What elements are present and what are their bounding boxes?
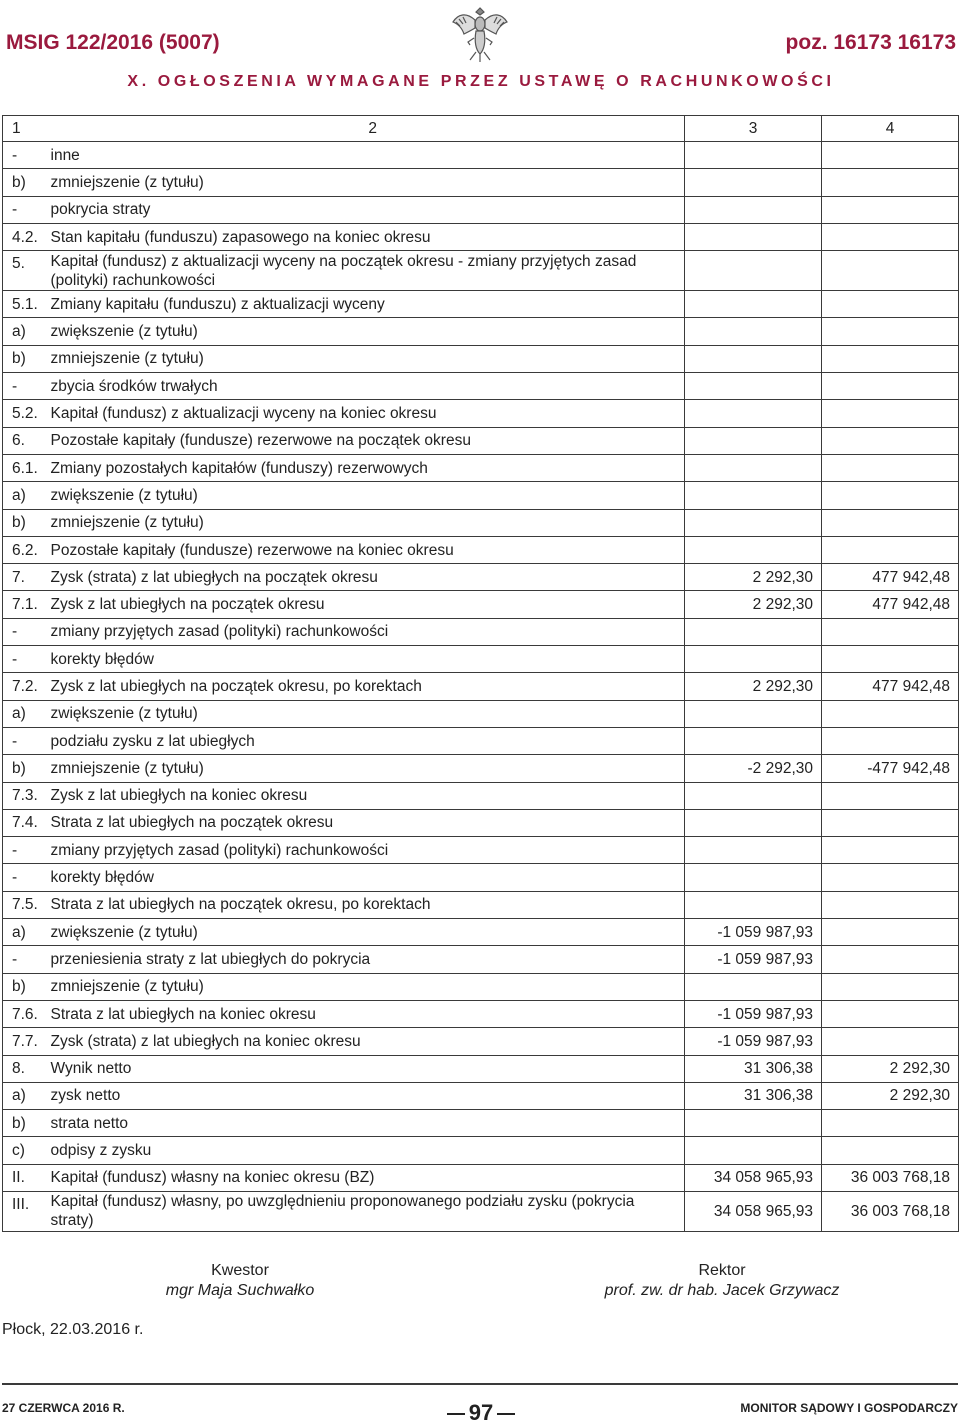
row-number: - xyxy=(3,837,51,864)
section-title: X. OGŁOSZENIA WYMAGANE PRZEZ USTAWĘ O RACHUNKOWOŚCI xyxy=(127,73,835,90)
value-col3 xyxy=(685,864,822,891)
value-col4: 477 942,48 xyxy=(822,564,959,591)
table-row xyxy=(3,1028,959,1055)
value-col4 xyxy=(822,223,959,250)
value-col3 xyxy=(685,1110,822,1137)
place-date: Płock, 22.03.2016 r. xyxy=(2,1321,144,1338)
row-number: 8. xyxy=(3,1055,51,1082)
value-col3 xyxy=(685,291,822,318)
value-col3 xyxy=(685,169,822,196)
row-label: Zysk (strata) z lat ubiegłych na koniec okresu xyxy=(51,1028,685,1055)
table-row xyxy=(3,973,959,1000)
value-col4 xyxy=(822,864,959,891)
column-number: 3 xyxy=(685,116,822,142)
table-row xyxy=(3,223,959,250)
row-number: a) xyxy=(3,482,51,509)
row-number: b) xyxy=(3,755,51,782)
row-number: c) xyxy=(3,1137,51,1164)
row-label: Wynik netto xyxy=(51,1055,685,1082)
value-col3 xyxy=(685,782,822,809)
signature-kwestor xyxy=(140,1261,340,1301)
value-col4 xyxy=(822,536,959,563)
table-row xyxy=(3,646,959,673)
value-col3 xyxy=(685,646,822,673)
row-number: 4.2. xyxy=(3,223,51,250)
row-number: b) xyxy=(3,1110,51,1137)
row-number: 6.1. xyxy=(3,454,51,481)
row-label: zmniejszenie (z tytułu) xyxy=(51,509,685,536)
row-number: 5.2. xyxy=(3,400,51,427)
table-row xyxy=(3,591,959,618)
value-col4 xyxy=(822,482,959,509)
row-number: 6.2. xyxy=(3,536,51,563)
table-row xyxy=(3,1082,959,1109)
row-number: 7. xyxy=(3,564,51,591)
value-col4 xyxy=(822,427,959,454)
row-label: podziału zysku z lat ubiegłych xyxy=(51,727,685,754)
table-row xyxy=(3,454,959,481)
table-row xyxy=(3,373,959,400)
row-number: 7.3. xyxy=(3,782,51,809)
row-number: a) xyxy=(3,700,51,727)
value-col4 xyxy=(822,318,959,345)
row-number: 7.6. xyxy=(3,1000,51,1027)
footer-date: 27 CZERWCA 2016 R. xyxy=(2,1401,125,1415)
row-number: - xyxy=(3,946,51,973)
value-col3: 2 292,30 xyxy=(685,591,822,618)
row-number: II. xyxy=(3,1164,51,1191)
value-col3 xyxy=(685,482,822,509)
value-col4 xyxy=(822,700,959,727)
table-row xyxy=(3,318,959,345)
value-col4 xyxy=(822,196,959,223)
page-dash xyxy=(497,1413,515,1415)
row-label: zwiększenie (z tytułu) xyxy=(51,700,685,727)
value-col3 xyxy=(685,973,822,1000)
table-row xyxy=(3,251,959,291)
position-number: poz. 16173 16173 xyxy=(785,31,956,54)
equity-changes-table xyxy=(2,115,959,1232)
value-col4 xyxy=(822,454,959,481)
value-col3: 34 058 965,93 xyxy=(685,1164,822,1191)
row-label: Zysk z lat ubiegłych na początek okresu, po korektach xyxy=(51,673,685,700)
page-number xyxy=(436,1400,526,1426)
value-col4 xyxy=(822,1137,959,1164)
value-col3 xyxy=(685,373,822,400)
table-row xyxy=(3,1137,959,1164)
table-row xyxy=(3,536,959,563)
value-col3 xyxy=(685,509,822,536)
row-label: Zmiany pozostałych kapitałów (funduszy) rezerwowych xyxy=(51,454,685,481)
value-col4 xyxy=(822,142,959,169)
row-label: Kapitał (fundusz) z aktualizacji wyceny na koniec okresu xyxy=(51,400,685,427)
value-col3 xyxy=(685,400,822,427)
value-col4 xyxy=(822,837,959,864)
column-number-row xyxy=(3,116,959,142)
table-row xyxy=(3,400,959,427)
value-col3 xyxy=(685,427,822,454)
row-label: zwiększenie (z tytułu) xyxy=(51,919,685,946)
value-col4 xyxy=(822,373,959,400)
row-label: zwiększenie (z tytułu) xyxy=(51,482,685,509)
row-number: - xyxy=(3,646,51,673)
row-label: zmiany przyjętych zasad (polityki) rachunkowości xyxy=(51,837,685,864)
row-label: zbycia środków trwałych xyxy=(51,373,685,400)
table-row xyxy=(3,809,959,836)
table-row xyxy=(3,564,959,591)
row-label: pokrycia straty xyxy=(51,196,685,223)
table-row xyxy=(3,345,959,372)
table-row xyxy=(3,618,959,645)
table-row xyxy=(3,1110,959,1137)
value-col3 xyxy=(685,454,822,481)
value-col4 xyxy=(822,291,959,318)
row-number: b) xyxy=(3,345,51,372)
table-row xyxy=(3,919,959,946)
table-row xyxy=(3,727,959,754)
signature-name: mgr Maja Suchwałko xyxy=(165,1282,315,1299)
issue-number: MSIG 122/2016 (5007) xyxy=(6,31,220,54)
row-label: Strata z lat ubiegłych na koniec okresu xyxy=(51,1000,685,1027)
value-col3 xyxy=(685,223,822,250)
value-col4: 36 003 768,18 xyxy=(822,1191,959,1231)
value-col3: -1 059 987,93 xyxy=(685,1028,822,1055)
row-number: b) xyxy=(3,169,51,196)
row-number: - xyxy=(3,618,51,645)
row-label: strata netto xyxy=(51,1110,685,1137)
value-col3 xyxy=(685,809,822,836)
column-number: 1 xyxy=(3,116,51,142)
value-col4 xyxy=(822,646,959,673)
value-col3 xyxy=(685,345,822,372)
table-row xyxy=(3,891,959,918)
value-col3: -1 059 987,93 xyxy=(685,919,822,946)
table-row xyxy=(3,1164,959,1191)
row-number: 7.5. xyxy=(3,891,51,918)
value-col3 xyxy=(685,618,822,645)
row-label: Kapitał (fundusz) własny, po uwzględnieniu proponowanego podziału zysku (pokrycia straty) xyxy=(51,1191,685,1231)
row-label: Zysk (strata) z lat ubiegłych na początek okresu xyxy=(51,564,685,591)
value-col3 xyxy=(685,837,822,864)
value-col4: 36 003 768,18 xyxy=(822,1164,959,1191)
value-col4 xyxy=(822,1110,959,1137)
row-number: 6. xyxy=(3,427,51,454)
signature-role: Rektor xyxy=(698,1262,746,1279)
value-col4 xyxy=(822,509,959,536)
value-col3: 2 292,30 xyxy=(685,673,822,700)
table-row xyxy=(3,509,959,536)
row-label: Stan kapitału (funduszu) zapasowego na koniec okresu xyxy=(51,223,685,250)
table-row xyxy=(3,946,959,973)
value-col3 xyxy=(685,251,822,291)
table-row xyxy=(3,755,959,782)
row-number: a) xyxy=(3,318,51,345)
row-label: zmiany przyjętych zasad (polityki) rachunkowości xyxy=(51,618,685,645)
row-number: 5. xyxy=(3,251,51,291)
table-row xyxy=(3,673,959,700)
row-label: Kapitał (fundusz) własny na koniec okresu (BZ) xyxy=(51,1164,685,1191)
value-col4 xyxy=(822,891,959,918)
value-col4: 477 942,48 xyxy=(822,591,959,618)
row-number: 7.2. xyxy=(3,673,51,700)
row-label: inne xyxy=(51,142,685,169)
value-col4: 2 292,30 xyxy=(822,1055,959,1082)
table-row xyxy=(3,864,959,891)
column-number: 2 xyxy=(51,116,685,142)
value-col3: -2 292,30 xyxy=(685,755,822,782)
value-col3 xyxy=(685,700,822,727)
row-label: Zmiany kapitału (funduszu) z aktualizacji wyceny xyxy=(51,291,685,318)
value-col4 xyxy=(822,618,959,645)
value-col3 xyxy=(685,891,822,918)
row-number: - xyxy=(3,727,51,754)
value-col3: 31 306,38 xyxy=(685,1055,822,1082)
page-number-text: 97 xyxy=(468,1400,494,1425)
row-number: 7.1. xyxy=(3,591,51,618)
value-col3 xyxy=(685,142,822,169)
row-label: zmniejszenie (z tytułu) xyxy=(51,973,685,1000)
table-row xyxy=(3,291,959,318)
row-number: 7.7. xyxy=(3,1028,51,1055)
row-label: odpisy z zysku xyxy=(51,1137,685,1164)
row-label: korekty błędów xyxy=(51,864,685,891)
page-dash xyxy=(447,1413,465,1415)
value-col3 xyxy=(685,196,822,223)
footer-divider xyxy=(2,1383,958,1385)
value-col4: 2 292,30 xyxy=(822,1082,959,1109)
table-row xyxy=(3,142,959,169)
row-label: zmniejszenie (z tytułu) xyxy=(51,345,685,372)
value-col4 xyxy=(822,400,959,427)
signature-name: prof. zw. dr hab. Jacek Grzywacz xyxy=(604,1282,840,1299)
value-col3: 34 058 965,93 xyxy=(685,1191,822,1231)
value-col4 xyxy=(822,169,959,196)
row-number: a) xyxy=(3,1082,51,1109)
row-label: zysk netto xyxy=(51,1082,685,1109)
value-col4 xyxy=(822,345,959,372)
row-number: b) xyxy=(3,973,51,1000)
row-number: b) xyxy=(3,509,51,536)
value-col3: 2 292,30 xyxy=(685,564,822,591)
value-col4 xyxy=(822,782,959,809)
value-col4 xyxy=(822,251,959,291)
table-row xyxy=(3,837,959,864)
row-number: 7.4. xyxy=(3,809,51,836)
row-number: III. xyxy=(3,1191,51,1231)
column-number: 4 xyxy=(822,116,959,142)
row-label: korekty błędów xyxy=(51,646,685,673)
table-row xyxy=(3,1000,959,1027)
table-row xyxy=(3,1191,959,1231)
table-row xyxy=(3,700,959,727)
row-label: Strata z lat ubiegłych na początek okresu, po korektach xyxy=(51,891,685,918)
table-row xyxy=(3,169,959,196)
value-col4 xyxy=(822,1028,959,1055)
value-col4: -477 942,48 xyxy=(822,755,959,782)
row-label: Strata z lat ubiegłych na początek okresu xyxy=(51,809,685,836)
value-col4 xyxy=(822,919,959,946)
eagle-emblem-icon xyxy=(450,2,510,64)
row-label: Zysk z lat ubiegłych na koniec okresu xyxy=(51,782,685,809)
row-label: zmniejszenie (z tytułu) xyxy=(51,169,685,196)
row-label: Pozostałe kapitały (fundusze) rezerwowe na początek okresu xyxy=(51,427,685,454)
row-number: a) xyxy=(3,919,51,946)
table-row xyxy=(3,482,959,509)
value-col3 xyxy=(685,536,822,563)
footer-publication: MONITOR SĄDOWY I GOSPODARCZY xyxy=(740,1401,958,1415)
value-col3: -1 059 987,93 xyxy=(685,946,822,973)
row-label: zmniejszenie (z tytułu) xyxy=(51,755,685,782)
row-number: 5.1. xyxy=(3,291,51,318)
row-label: przeniesienia straty z lat ubiegłych do pokrycia xyxy=(51,946,685,973)
value-col4 xyxy=(822,946,959,973)
row-number: - xyxy=(3,864,51,891)
row-label: Kapitał (fundusz) z aktualizacji wyceny na początek okresu - zmiany przyjętych zasad (polityki) rachunkowości xyxy=(51,251,685,291)
value-col4 xyxy=(822,809,959,836)
value-col3: 31 306,38 xyxy=(685,1082,822,1109)
row-number: - xyxy=(3,196,51,223)
row-label: Pozostałe kapitały (fundusze) rezerwowe na koniec okresu xyxy=(51,536,685,563)
value-col3 xyxy=(685,318,822,345)
row-number: - xyxy=(3,142,51,169)
value-col4 xyxy=(822,727,959,754)
table-row xyxy=(3,196,959,223)
row-label: Zysk z lat ubiegłych na początek okresu xyxy=(51,591,685,618)
table-row xyxy=(3,782,959,809)
value-col3 xyxy=(685,727,822,754)
value-col4: 477 942,48 xyxy=(822,673,959,700)
signature-role: Kwestor xyxy=(211,1262,269,1279)
table-row xyxy=(3,427,959,454)
value-col3 xyxy=(685,1137,822,1164)
value-col4 xyxy=(822,973,959,1000)
row-number: - xyxy=(3,373,51,400)
value-col4 xyxy=(822,1000,959,1027)
row-label: zwiększenie (z tytułu) xyxy=(51,318,685,345)
table-row xyxy=(3,1055,959,1082)
signature-rektor xyxy=(570,1261,874,1301)
value-col3: -1 059 987,93 xyxy=(685,1000,822,1027)
